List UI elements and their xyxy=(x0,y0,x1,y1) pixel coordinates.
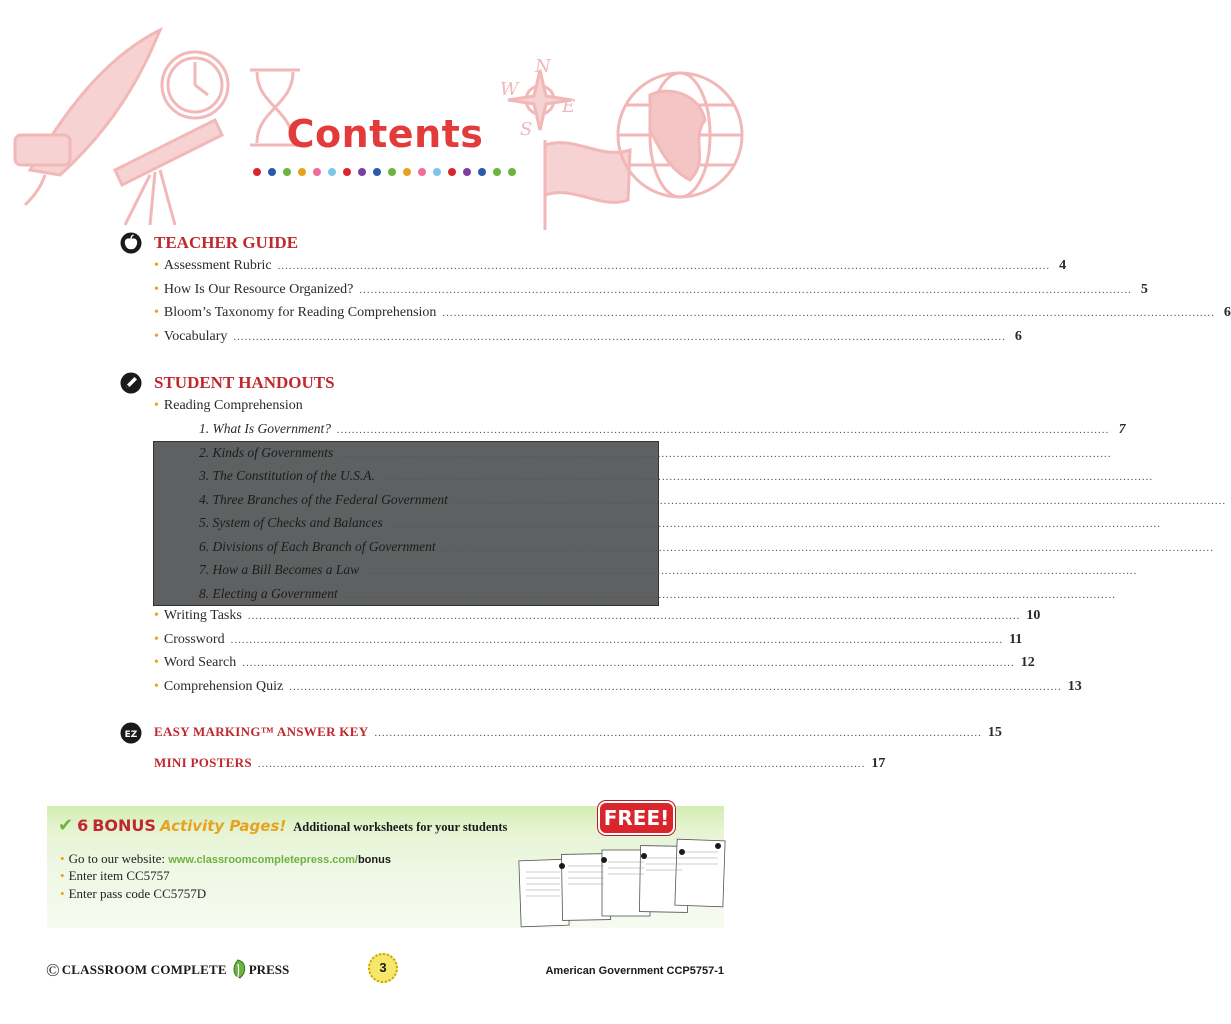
toc-entry-label: 3. The Constitution of the U.S.A. xyxy=(199,468,375,483)
product-code: American Government CCP5757-1 xyxy=(545,965,724,977)
toc-entry-label: 2. Kinds of Governments xyxy=(199,444,334,460)
toc-entry-page: 10 xyxy=(1026,608,1041,623)
toc-entry-page: 6 xyxy=(1223,305,1231,320)
toc-entry[interactable]: • Assessment Rubric .............................................................................................................................................................................................................. 4 xyxy=(154,258,1067,273)
decorative-dot xyxy=(328,168,336,176)
compass-w-label: W xyxy=(500,79,519,100)
page-number-badge: 3 xyxy=(368,953,398,983)
toc-entry-label: Vocabulary xyxy=(163,328,228,344)
toc-entry[interactable]: • Crossword .............................................................................................................................................................................................................. 11 xyxy=(154,631,1023,647)
toc-entry-label: Assessment Rubric xyxy=(163,258,272,273)
free-badge: FREE! xyxy=(598,801,675,835)
decorative-dot xyxy=(418,168,426,176)
bonus-pass-line: • Enter pass code CC5757D xyxy=(60,886,207,901)
toc-entry-label: Crossword xyxy=(163,631,225,647)
toc-entry-label: 8. Electing a Government xyxy=(199,585,338,601)
decorative-dot xyxy=(313,168,321,176)
decorative-dot-row xyxy=(253,168,523,178)
decorative-dot xyxy=(373,168,381,176)
reading-comprehension-label: • Reading Comprehension xyxy=(154,398,303,413)
pencil-icon xyxy=(120,372,142,394)
decorative-dot xyxy=(403,168,411,176)
checkmark-icon: ✔ xyxy=(58,815,74,836)
leaf-logo-icon xyxy=(228,958,248,982)
toc-entry-label: Bloom’s Taxonomy for Reading Comprehension xyxy=(163,305,437,320)
decorative-dot xyxy=(448,168,456,176)
decorative-dot xyxy=(358,168,366,176)
answer-key-entry[interactable]: EASY MARKING™ ANSWER KEY .................................................................................................................................................................. 15 xyxy=(154,724,1002,740)
student-handouts-heading: STUDENT HANDOUTS xyxy=(154,373,335,392)
toc-entry-label: 4. Three Branches of the Federal Government xyxy=(199,491,448,507)
apple-icon xyxy=(120,232,142,254)
toc-entry-page: 12 xyxy=(1020,655,1035,670)
worksheet-thumbnails-image xyxy=(520,838,725,928)
toc-entry[interactable]: 8. Electing a Government .............................................................................................................................................................................................................. xyxy=(199,585,1117,601)
teacher-guide-heading: TEACHER GUIDE xyxy=(154,233,299,252)
toc-entry-label: 6. Divisions of Each Branch of Government xyxy=(199,538,436,554)
compass-n-label: N xyxy=(535,56,551,77)
toc-entry-page: 7 xyxy=(1118,421,1126,436)
toc-entry-page: 4 xyxy=(1059,258,1067,273)
toc-entry[interactable]: 1. What Is Government? .............................................................................................................................................................................................................. 7 xyxy=(199,421,1126,436)
toc-entry-page: 5 xyxy=(1140,281,1148,297)
toc-entry[interactable]: • Vocabulary .............................................................................................................................................................................................................. 6 xyxy=(154,328,1022,344)
decorative-dot xyxy=(478,168,486,176)
mini-posters-label: MINI POSTERS xyxy=(154,755,252,770)
decorative-dot xyxy=(298,168,306,176)
bonus-item-line: • Enter item CC5757 xyxy=(60,868,170,883)
decorative-dot xyxy=(433,168,441,176)
toc-entry-label: 5. System of Checks and Balances xyxy=(199,515,383,530)
compass-e-label: E xyxy=(562,96,576,117)
publisher-logo: © CLASSROOM COMPLETE PRESS xyxy=(46,958,289,982)
compass-s-label: S xyxy=(520,119,533,140)
decorative-dot xyxy=(463,168,471,176)
toc-entry-label: Word Search xyxy=(163,655,237,670)
toc-entry[interactable]: 6. Divisions of Each Branch of Government .............................................................................................................................................................................................................. xyxy=(199,538,1215,554)
bonus-heading: ✔ 6 BONUS Activity Pages! Additional worksheets for your students xyxy=(58,815,508,836)
toc-entry-label: Comprehension Quiz xyxy=(163,678,284,694)
decorative-dot xyxy=(388,168,396,176)
mini-posters-page: 17 xyxy=(871,756,886,771)
mini-posters-entry[interactable]: MINI POSTERS .................................................................................................................................................................. 17 xyxy=(154,755,886,771)
decorative-dot xyxy=(508,168,516,176)
bonus-website-line: • Go to our website: www.classroomcompletepress.com/bonus xyxy=(60,851,391,866)
toc-entry-label: 1. What Is Government? xyxy=(199,421,331,436)
svg-text:EZ: EZ xyxy=(124,730,138,740)
toc-entry[interactable]: 3. The Constitution of the U.S.A. .............................................................................................................................................................................................................. xyxy=(199,468,1154,483)
toc-entry[interactable]: • Bloom’s Taxonomy for Reading Comprehension .............................................................................................................................................................................................................. 6 xyxy=(154,305,1231,320)
answer-key-label: EASY MARKING™ ANSWER KEY xyxy=(154,724,369,739)
toc-entry[interactable]: • Writing Tasks .............................................................................................................................................................................................................. 10 xyxy=(154,608,1041,623)
toc-entry[interactable]: • Word Search .............................................................................................................................................................................................................. 12 xyxy=(154,655,1035,670)
decorative-dot xyxy=(253,168,261,176)
toc-entry-label: Writing Tasks xyxy=(163,608,242,623)
decorative-dot xyxy=(493,168,501,176)
toc-entry-page: 6 xyxy=(1014,328,1022,344)
toc-entry-page: 13 xyxy=(1067,678,1082,694)
toc-entry[interactable]: 2. Kinds of Governments .............................................................................................................................................................................................................. xyxy=(199,444,1112,460)
toc-entry-label: How Is Our Resource Organized? xyxy=(163,281,354,297)
page-title: Contents xyxy=(286,112,484,156)
toc-entry[interactable]: • How Is Our Resource Organized? .............................................................................................................................................................................................................. 5 xyxy=(154,281,1148,297)
toc-entry-page: 11 xyxy=(1009,631,1023,647)
bonus-website-link[interactable]: www.classroomcompletepress.com/ xyxy=(168,854,358,866)
decorative-dot xyxy=(268,168,276,176)
answer-key-page: 15 xyxy=(987,725,1002,740)
decorative-dot xyxy=(283,168,291,176)
toc-entry[interactable]: 4. Three Branches of the Federal Government .............................................................................................................................................................................................................. xyxy=(199,491,1227,507)
toc-entry[interactable]: • Comprehension Quiz .............................................................................................................................................................................................................. 13 xyxy=(154,678,1082,694)
toc-entry[interactable]: 7. How a Bill Becomes a Law .............................................................................................................................................................................................................. xyxy=(199,562,1138,577)
toc-entry[interactable]: 5. System of Checks and Balances .............................................................................................................................................................................................................. xyxy=(199,515,1162,530)
ez-answer-key-icon xyxy=(120,722,142,744)
decorative-dot xyxy=(343,168,351,176)
toc-entry-label: 7. How a Bill Becomes a Law xyxy=(199,562,360,577)
